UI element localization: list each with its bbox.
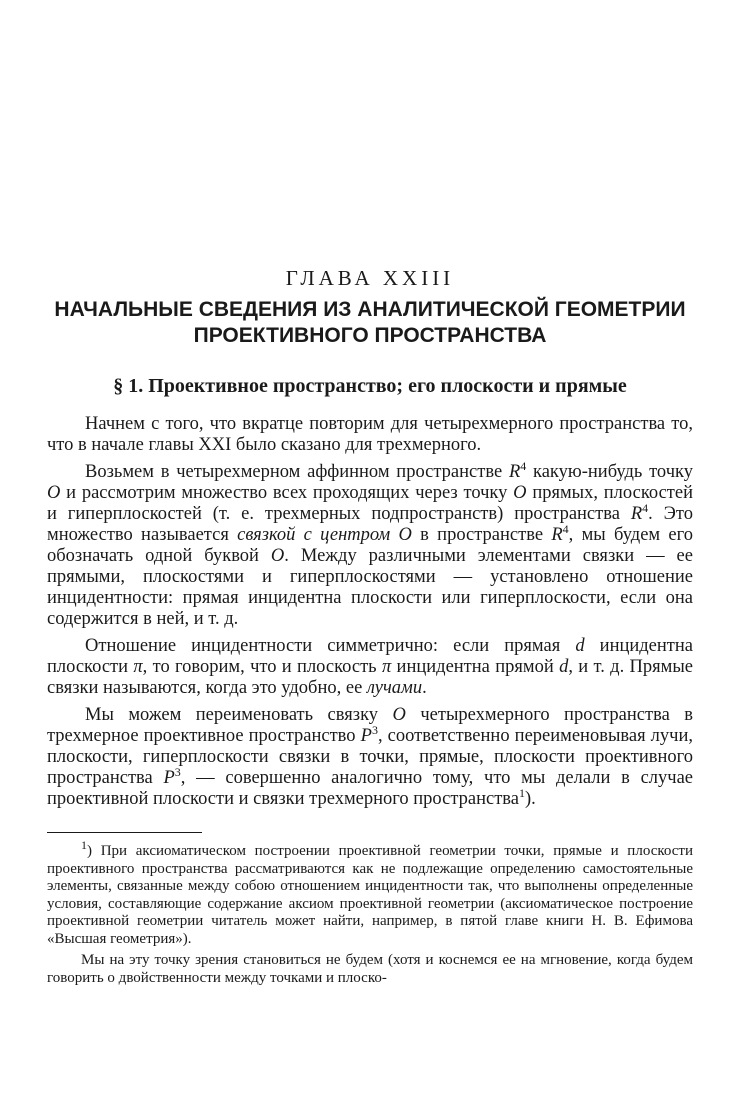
footnote-continuation: Мы на эту точку зрения становиться не будем (хотя и коснемся ее на мгновение, когда будем говорить о двойственности между точками и плоско- <box>47 952 693 986</box>
footnote-divider <box>47 832 202 833</box>
footnote-text: ) При аксиоматическом построении проективной геометрии точки, прямые и плоскости проективного пространства рассматриваются как не подлежащие определению самостоятельные элементы, связанные между собою отношением инцидентности так, что выполнены определенные условия, составляющие содержание аксиом проективной геометрии (аксиоматическое построение проективной геометрии читатель может найти, например, в пятой главе книги Н. В. Ефимова «Высшая геометрия»). <box>47 843 693 947</box>
math-symbol: π <box>381 657 392 677</box>
paragraph-2 <box>47 458 693 630</box>
paragraph-4 <box>47 705 693 810</box>
chapter-title-line-1: НАЧАЛЬНЫЕ СВЕДЕНИЯ ИЗ АНАЛИТИЧЕСКОЙ ГЕОМЕТРИИ <box>54 298 686 321</box>
text: инцидентна плоскости <box>47 636 693 677</box>
paragraph-1: Начнем с того, что вкратце повторим для четырехмерного пространства то, что в начале главы XXI было сказано для трехмерного. <box>47 414 693 455</box>
footnote-mark: 1 <box>81 838 87 852</box>
text: ). <box>525 789 536 809</box>
text: . <box>422 678 427 698</box>
text: . Между различными элементами связки — ее прямыми, плоскостями и гиперплоскостями — установлено отношение инцидентности: прямая инцидентна плоскости или гиперплоскости, если она содержится в ней, и т. д. <box>47 546 693 629</box>
section-title: § 1. Проективное пространство; его плоскости и прямые <box>113 375 627 397</box>
text: , и т. д. Прямые связки называются, когда это удобно, ее <box>47 657 694 698</box>
defined-term: лучами <box>366 678 423 698</box>
footnote-ref: 1 <box>519 785 526 800</box>
text: и рассмотрим множество всех проходящих через точку <box>60 483 514 503</box>
math-symbol: R <box>508 462 521 482</box>
superscript: 3 <box>174 764 181 779</box>
chapter-title <box>47 297 693 349</box>
math-symbol: P <box>163 768 175 788</box>
math-symbol: d <box>559 657 569 677</box>
page <box>47 266 693 991</box>
text: , — совершенно аналогично тому, что мы делали в случае проективной плоскости и связки трехмерного пространства <box>47 768 694 809</box>
text: прямых, плоскостей и гиперплоскостей (т. е. трехмерных подпространств) пространства <box>47 483 693 524</box>
superscript: 4 <box>562 521 569 536</box>
text: , то говорим, что и плоскость <box>142 657 382 677</box>
math-symbol: O <box>47 483 61 503</box>
text: Мы можем переименовать связку <box>85 705 393 725</box>
text: в пространстве <box>411 525 552 545</box>
math-symbol: O <box>513 483 527 503</box>
superscript: 4 <box>642 500 649 515</box>
math-symbol: O <box>270 546 285 566</box>
superscript: 3 <box>371 722 378 737</box>
text: какую-нибудь точку <box>526 462 693 482</box>
text: инцидентна прямой <box>391 657 560 677</box>
text: , соответственно переименовывая лучи, плоскости, гиперплоскости связки в точки, прямые, плоскости проективного пространства <box>47 726 693 788</box>
math-symbol: O <box>392 705 406 725</box>
text: четырехмерного пространства в трехмерное проективное пространство <box>47 705 694 746</box>
text: . Это множество называется <box>47 504 693 545</box>
math-symbol: P <box>360 726 372 746</box>
footnote-1 <box>47 838 693 948</box>
chapter-title-line-2: ПРОЕКТИВНОГО ПРОСТРАНСТВА <box>193 324 547 347</box>
math-symbol: R <box>551 525 563 545</box>
paragraph-3 <box>47 636 693 699</box>
text: Отношение инцидентности симметрично: если прямая <box>85 636 576 656</box>
defined-term: связкой с центром O <box>237 525 412 545</box>
math-symbol: π <box>133 657 143 677</box>
text: Возьмем в четырехмерном аффинном пространстве <box>85 462 509 482</box>
math-symbol: R <box>630 504 643 524</box>
text: , мы будем его обозначать одной буквой <box>47 525 693 566</box>
chapter-label: ГЛАВА XXIII <box>285 266 455 290</box>
math-symbol: d <box>575 636 585 656</box>
superscript: 4 <box>520 458 527 473</box>
